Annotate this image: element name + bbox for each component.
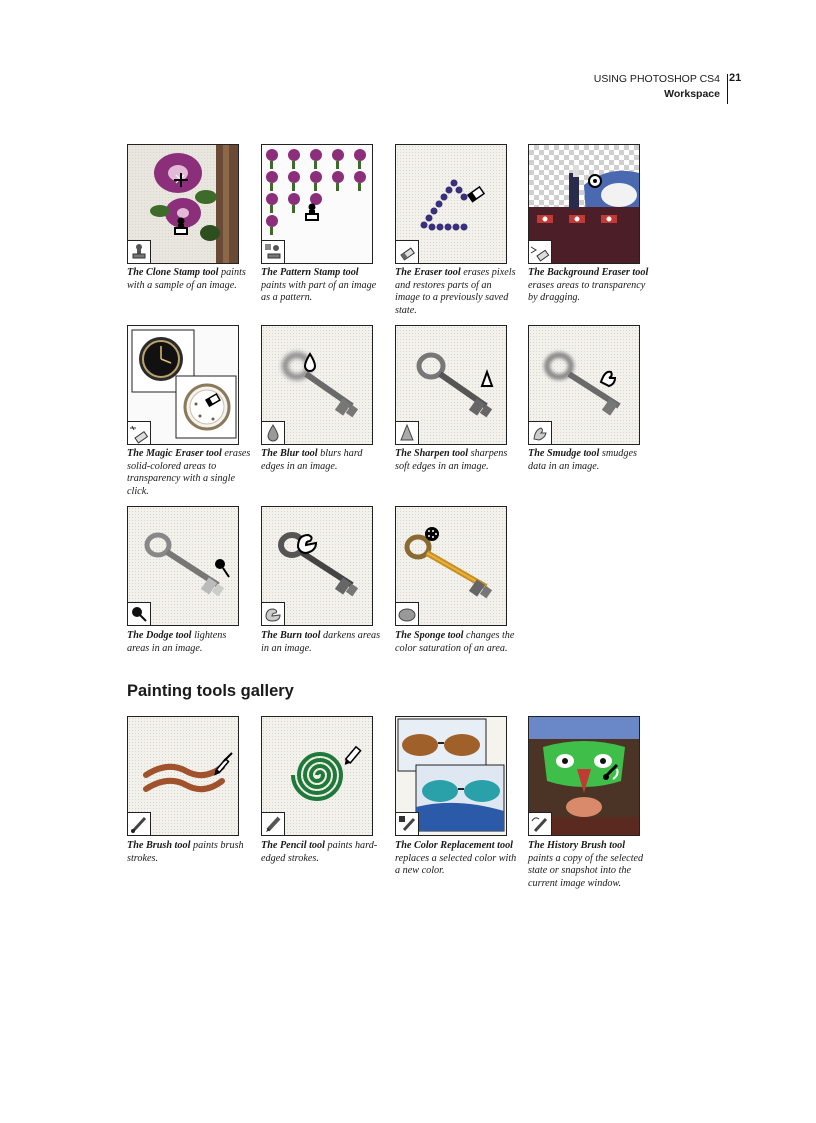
burn-figure bbox=[261, 506, 373, 626]
clone-stamp-icon bbox=[128, 240, 151, 263]
caption-burn: The Burn tool darkens areas in an image. bbox=[261, 630, 381, 654]
eraser-figure bbox=[395, 144, 507, 264]
pattern-stamp-figure bbox=[261, 144, 373, 264]
caption-pattern-stamp: The Pattern Stamp tool paints with part of an image as a pattern. bbox=[261, 267, 377, 304]
blur-icon bbox=[262, 421, 285, 444]
burn-icon bbox=[262, 602, 285, 625]
smudge-figure bbox=[528, 325, 640, 445]
brush-figure bbox=[127, 716, 239, 836]
sharpen-figure bbox=[395, 325, 507, 445]
smudge-icon bbox=[529, 421, 552, 444]
header-title: USING PHOTOSHOP CS4 bbox=[593, 73, 720, 85]
caption-brush: The Brush tool paints brush strokes. bbox=[127, 840, 244, 864]
caption-history-brush: The History Brush tool paints a copy of the selected state or snapshot into the current image window. bbox=[528, 840, 644, 889]
magic-eraser-icon bbox=[128, 421, 151, 444]
history-brush-figure bbox=[528, 716, 640, 836]
sharpen-icon bbox=[396, 421, 419, 444]
painting-tools-heading: Painting tools gallery bbox=[127, 682, 294, 700]
header-rule bbox=[727, 74, 728, 104]
background-eraser-figure bbox=[528, 144, 640, 264]
clone-stamp-figure bbox=[127, 144, 239, 264]
caption-sponge: The Sponge tool changes the color saturation of an area. bbox=[395, 630, 515, 654]
running-header bbox=[594, 72, 720, 102]
pattern-stamp-icon bbox=[262, 240, 285, 263]
caption-blur: The Blur tool blurs hard edges in an image. bbox=[261, 448, 363, 472]
caption-color-replacement: The Color Replacement tool replaces a selected color with a new color. bbox=[395, 840, 517, 877]
brush-icon bbox=[128, 812, 151, 835]
history-brush-icon bbox=[529, 812, 552, 835]
caption-dodge: The Dodge tool lightens areas in an image. bbox=[127, 630, 227, 654]
dodge-icon bbox=[128, 602, 151, 625]
sponge-icon bbox=[396, 602, 419, 625]
pencil-icon bbox=[262, 812, 285, 835]
caption-magic-eraser: The Magic Eraser tool erases solid-colored areas to transparency with a single click. bbox=[127, 448, 251, 497]
page-number: 21 bbox=[729, 72, 742, 84]
caption-smudge: The Smudge tool smudges data in an image. bbox=[528, 448, 637, 472]
header-section: Workspace bbox=[664, 88, 720, 100]
background-eraser-icon bbox=[529, 240, 552, 263]
caption-sharpen: The Sharpen tool sharpens soft edges in an image. bbox=[395, 448, 508, 472]
sponge-figure bbox=[395, 506, 507, 626]
color-replacement-figure bbox=[395, 716, 507, 836]
color-replacement-icon bbox=[396, 812, 419, 835]
dodge-figure bbox=[127, 506, 239, 626]
eraser-icon bbox=[396, 240, 419, 263]
pencil-figure bbox=[261, 716, 373, 836]
caption-pencil: The Pencil tool paints hard-edged strokes. bbox=[261, 840, 378, 864]
magic-eraser-figure bbox=[127, 325, 239, 445]
caption-eraser: The Eraser tool erases pixels and restores parts of an image to a previously saved state. bbox=[395, 267, 516, 316]
caption-clone-stamp: The Clone Stamp tool paints with a sample of an image. bbox=[127, 267, 246, 291]
caption-background-eraser: The Background Eraser tool erases areas to transparency by dragging. bbox=[528, 267, 649, 304]
blur-figure bbox=[261, 325, 373, 445]
